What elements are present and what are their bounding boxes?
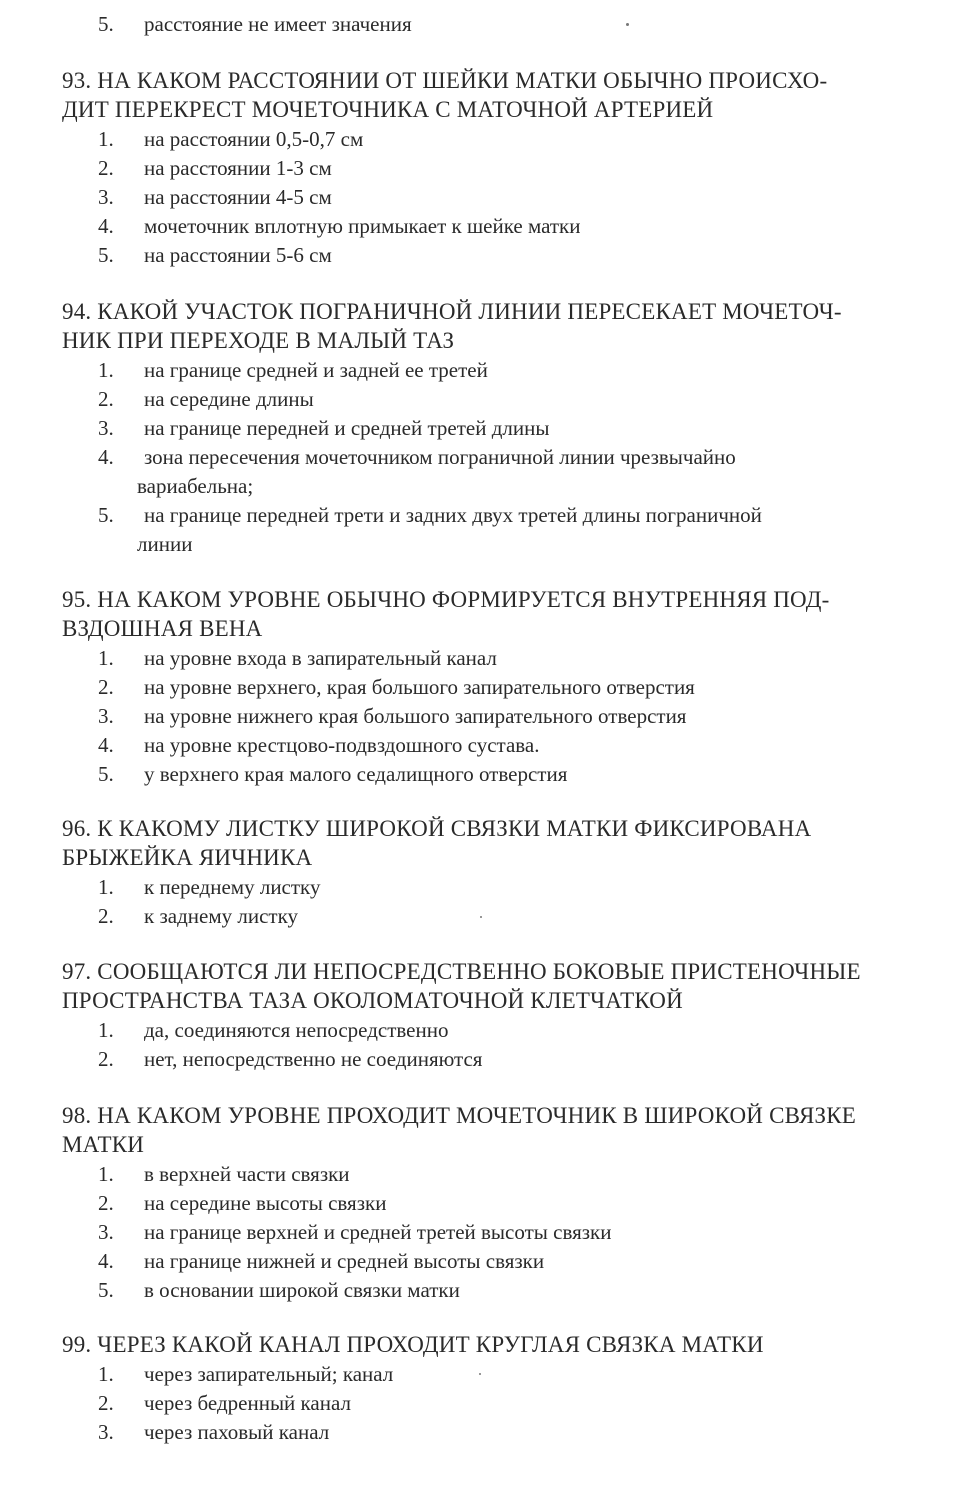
option-list [62,356,932,559]
scan-speck [626,23,629,26]
option-text: на границе средней и задней ее третей [144,358,488,382]
question-title [62,1330,932,1359]
question-title-line: ПРОСТРАНСТВА ТАЗА ОКОЛОМАТОЧНОЙ КЛЕТЧАТКОЙ [62,988,683,1013]
option-text: через бедренный канал [144,1391,351,1415]
option-text: нет, непосредственно не соединяются [144,1047,483,1071]
option-number: 1. [98,127,114,151]
option-text-continuation: вариабельна; [137,474,254,498]
option-number: 2. [98,675,114,699]
question-96 [62,814,932,931]
option-item [62,731,932,760]
option-item [62,183,932,212]
option-number: 2. [98,1391,114,1415]
option-number: 1. [98,358,114,382]
option-number: 2. [98,1047,114,1071]
question-title [62,957,932,1015]
option-item [62,1045,932,1074]
option-text: на расстоянии 4-5 см [144,185,332,209]
question-97 [62,957,932,1074]
question-title-line: БРЫЖЕЙКА ЯИЧНИКА [62,845,313,870]
option-item [62,241,932,270]
option-text: в верхней части связки [144,1162,350,1186]
option-text: на границе передней и средней третей длины [144,416,550,440]
option-item [62,154,932,183]
option-number: 3. [98,185,114,209]
option-text: в основании широкой связки матки [144,1278,460,1302]
option-number: 5. [98,503,114,527]
question-title-line: МАТКИ [62,1132,145,1157]
option-number: 1. [98,646,114,670]
option-number: 1. [98,1162,114,1186]
option-number: 1. [98,875,114,899]
question-title [62,1101,932,1159]
option-item [62,902,932,931]
option-text: на уровне нижнего края большого запирательного отверстия [144,704,687,728]
question-title-line: 95. НА КАКОМ УРОВНЕ ОБЫЧНО ФОРМИРУЕТСЯ ВНУТРЕННЯЯ ПОД- [62,587,830,612]
question-93 [62,66,932,270]
option-number: 3. [98,1420,114,1444]
option-number: 4. [98,445,114,469]
question-title-line: 93. НА КАКОМ РАССТОЯНИИ ОТ ШЕЙКИ МАТКИ ОБЫЧНО ПРОИСХО- [62,68,828,93]
question-title [62,297,932,355]
question-title-line: 96. К КАКОМУ ЛИСТКУ ШИРОКОЙ СВЯЗКИ МАТКИ ФИКСИРОВАНА [62,816,812,841]
option-item [62,443,932,501]
question-title-line: 94. КАКОЙ УЧАСТОК ПОГРАНИЧНОЙ ЛИНИИ ПЕРЕСЕКАЕТ МОЧЕТОЧ- [62,299,842,324]
question-title [62,814,932,872]
question-title [62,585,932,643]
option-number: 2. [98,904,114,928]
option-text: на уровне входа в запирательный канал [144,646,497,670]
option-text: на границе верхней и средней третей высоты связки [144,1220,612,1244]
carryover-option [98,10,412,39]
option-text: на границе передней трети и задних двух третей длины пограничной [144,503,762,527]
option-item [62,1276,932,1305]
option-text: на расстоянии 5-6 см [144,243,332,267]
option-text: у верхнего края малого седалищного отверстия [144,762,568,786]
option-number: 5. [98,762,114,786]
option-item [62,1160,932,1189]
option-item [62,125,932,154]
option-text: зона пересечения мочеточником пограничной линии чрезвычайно [144,445,736,469]
question-title-line: 99. ЧЕРЕЗ КАКОЙ КАНАЛ ПРОХОДИТ КРУГЛАЯ СВЯЗКА МАТКИ [62,1332,764,1357]
scan-speck [480,916,482,918]
option-number: 5. [98,1278,114,1302]
option-text: на расстоянии 1-3 см [144,156,332,180]
option-item [62,1247,932,1276]
option-number: 5. [98,12,114,36]
option-number: 4. [98,733,114,757]
question-title-line: 98. НА КАКОМ УРОВНЕ ПРОХОДИТ МОЧЕТОЧНИК В ШИРОКОЙ СВЯЗКЕ [62,1103,857,1128]
option-text: на уровне крестцово-подвздошного сустава. [144,733,540,757]
option-number: 5. [98,243,114,267]
option-item [62,760,932,789]
question-title-line: НИК ПРИ ПЕРЕХОДЕ В МАЛЫЙ ТАЗ [62,328,455,353]
option-list [62,1160,932,1305]
option-item [62,702,932,731]
option-number: 3. [98,1220,114,1244]
question-94 [62,297,932,559]
option-item [62,356,932,385]
option-number: 2. [98,156,114,180]
option-number: 2. [98,387,114,411]
question-title-line: 97. СООБЩАЮТСЯ ЛИ НЕПОСРЕДСТВЕННО БОКОВЫЕ ПРИСТЕНОЧНЫЕ [62,959,861,984]
option-number: 2. [98,1191,114,1215]
option-text: через запирательный; канал [144,1362,394,1386]
option-item [62,673,932,702]
option-item [62,1360,932,1389]
option-text: на середине высоты связки [144,1191,387,1215]
question-title [62,66,932,124]
option-item [62,1218,932,1247]
option-text: на уровне верхнего, края большого запирательного отверстия [144,675,695,699]
question-95 [62,585,932,789]
question-99 [62,1330,932,1447]
option-list [62,1360,932,1447]
option-text: через паховый канал [144,1420,330,1444]
option-text: на расстоянии 0,5-0,7 см [144,127,364,151]
option-text: на середине длины [144,387,314,411]
question-98 [62,1101,932,1305]
option-number: 1. [98,1018,114,1042]
option-number: 4. [98,1249,114,1273]
question-title-line: ДИТ ПЕРЕКРЕСТ МОЧЕТОЧНИКА С МАТОЧНОЙ АРТЕРИЕЙ [62,97,714,122]
option-text: к переднему листку [144,875,321,899]
option-list [62,644,932,789]
option-number: 3. [98,416,114,440]
option-number: 1. [98,1362,114,1386]
option-item [62,1418,932,1447]
option-item [62,414,932,443]
option-text: на границе нижней и средней высоты связки [144,1249,545,1273]
option-item [62,1016,932,1045]
option-item [62,212,932,241]
option-list [62,1016,932,1074]
question-title-line: ВЗДОШНАЯ ВЕНА [62,616,263,641]
option-item [62,644,932,673]
option-list [62,873,932,931]
option-text: расстояние не имеет значения [144,12,412,36]
option-number: 4. [98,214,114,238]
scan-speck [479,1373,481,1375]
option-text-continuation: линии [137,532,193,556]
option-item [62,1189,932,1218]
option-number: 3. [98,704,114,728]
option-item [62,1389,932,1418]
option-text: мочеточник вплотную примыкает к шейке матки [144,214,581,238]
option-text: да, соединяются непосредственно [144,1018,449,1042]
option-item [62,501,932,559]
option-list [62,125,932,270]
option-text: к заднему листку [144,904,298,928]
option-item [62,385,932,414]
option-item [62,873,932,902]
